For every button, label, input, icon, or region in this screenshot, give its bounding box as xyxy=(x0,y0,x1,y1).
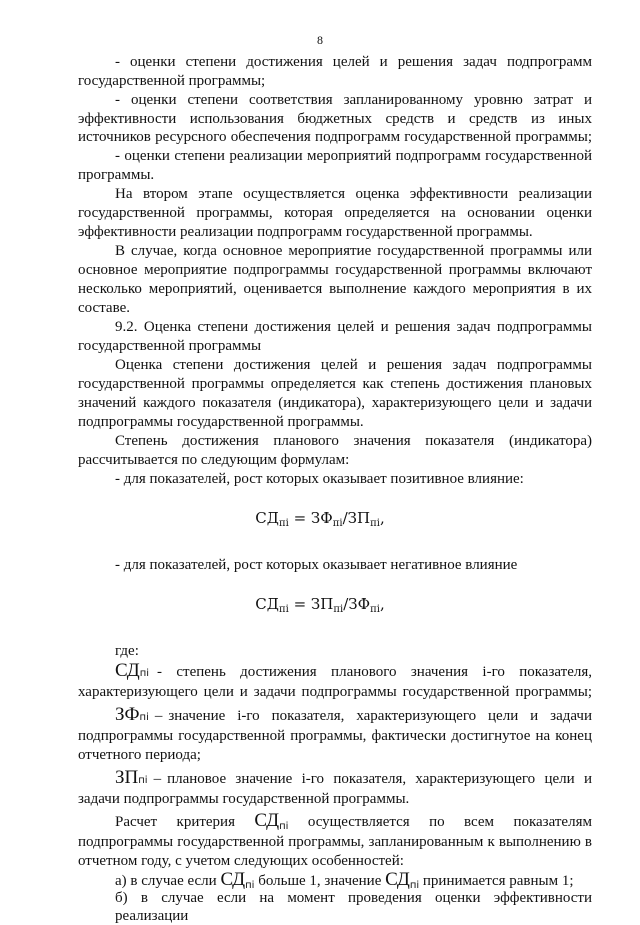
text-line: На втором этапе осуществляется оценка эффективности реализации xyxy=(115,186,592,202)
text-line: программы. xyxy=(78,167,155,183)
symbol-sd: $СД_{пi}$ xyxy=(254,810,289,832)
text-line: значение i-го показателя, характеризующего цели и задачи xyxy=(168,708,592,724)
text-line: - оценки степени достижения целей и решения задач подпрограмм xyxy=(115,54,592,70)
text-line: - для показателей, рост которых оказывает позитивное влияние: xyxy=(115,471,524,487)
formula-positive: $СД_{пi} = ЗФ_{пi}/ЗП_{пi}$, xyxy=(255,509,385,529)
text-line: подпрограммы государственной программы, фактически достигнутое на конец xyxy=(78,728,592,744)
text-line: задачи подпрограммы государственной программы. xyxy=(78,791,410,807)
text-line: источников ресурсного обеспечения подпрограмм государственной программы; xyxy=(78,129,592,145)
definition-zf: ЗФ $_{пi}$ – значение i-го показателя, характеризующего цели и задачи xyxy=(115,704,592,725)
text-line: Оценка степени достижения целей и решения задач подпрограммы xyxy=(115,357,592,373)
definition-zp: ЗП $_{пi}$ – плановое значение i-го показателя, характеризующего цели и xyxy=(115,767,592,788)
page-number: 8 xyxy=(317,33,323,47)
text-line: В случае, когда основное мероприятие государственной программы или xyxy=(115,243,592,259)
text-line: - степень достижения планового значения i-го показателя, xyxy=(157,664,592,680)
text-line: - для показателей, рост которых оказывает негативное влияние xyxy=(115,557,518,573)
symbol-sd: СД xyxy=(115,660,140,681)
definition-sd: СД $_{пi}$ - степень достижения планового значения i-го показателя, xyxy=(115,660,592,681)
text-line: - оценки степени соответствия запланированному уровню затрат и xyxy=(115,92,592,108)
text-line: государственной программы; xyxy=(78,73,266,89)
text-line: б) в случае если на момент проведения оценки эффективности реализации xyxy=(115,890,592,924)
text-line: эффективности реализации подпрограмм государственной программы. xyxy=(78,224,533,240)
text-line: подпрограммы государственной программы, запланированным к выполнению в xyxy=(78,834,592,850)
text-line: характеризующего цели и задачи подпрограммы государственной программы; xyxy=(78,684,592,700)
symbol-zp: ЗП xyxy=(115,767,139,788)
text-line: Степень достижения планового значения показателя (индикатора) xyxy=(115,433,592,449)
calc-line: Расчет критерия $СД_{пi}$ осуществляется по всем показателям xyxy=(115,812,592,836)
text-line: подпрограммы государственной программы. xyxy=(78,414,364,430)
formula-negative: $СД_{пi} = ЗП_{пi}/ЗФ_{пi}$, xyxy=(255,595,385,615)
text-line: отчетного периода; xyxy=(78,747,201,763)
text-line: рассчитывается по следующим формулам: xyxy=(78,452,350,468)
text-line: государственной программы, которая определяется на основании оценки xyxy=(78,205,592,221)
text-line: несколько мероприятий, оценивается выполнение каждого мероприятия в их xyxy=(78,281,592,297)
text-line: значений каждого показателя (индикатора), характеризующего цели и задачи xyxy=(78,395,592,411)
text-line: составе. xyxy=(78,300,130,316)
item-a: а) в случае если $СД_{пi}$ больше 1, значение $СД_{пi}$ принимается равным 1; xyxy=(115,869,574,891)
symbol-zf: ЗФ xyxy=(115,704,140,725)
text-line: эффективности использования бюджетных средств и средств из иных xyxy=(78,111,592,127)
text-line: плановое значение i-го показателя, характеризующего цели и xyxy=(167,771,592,787)
section-heading: государственной программы xyxy=(78,338,262,354)
text-line: основное мероприятие подпрограммы государственной программы включают xyxy=(78,262,592,278)
text-line: государственной программы определяется как степень достижения плановых xyxy=(78,376,592,392)
text-line: - оценки степени реализации мероприятий подпрограмм государственной xyxy=(115,148,592,164)
text-line: отчетном году, с учетом следующих особенностей: xyxy=(78,853,404,869)
text-line: где: xyxy=(115,643,139,659)
section-heading: 9.2. Оценка степени достижения целей и решения задач подпрограммы xyxy=(115,319,592,335)
